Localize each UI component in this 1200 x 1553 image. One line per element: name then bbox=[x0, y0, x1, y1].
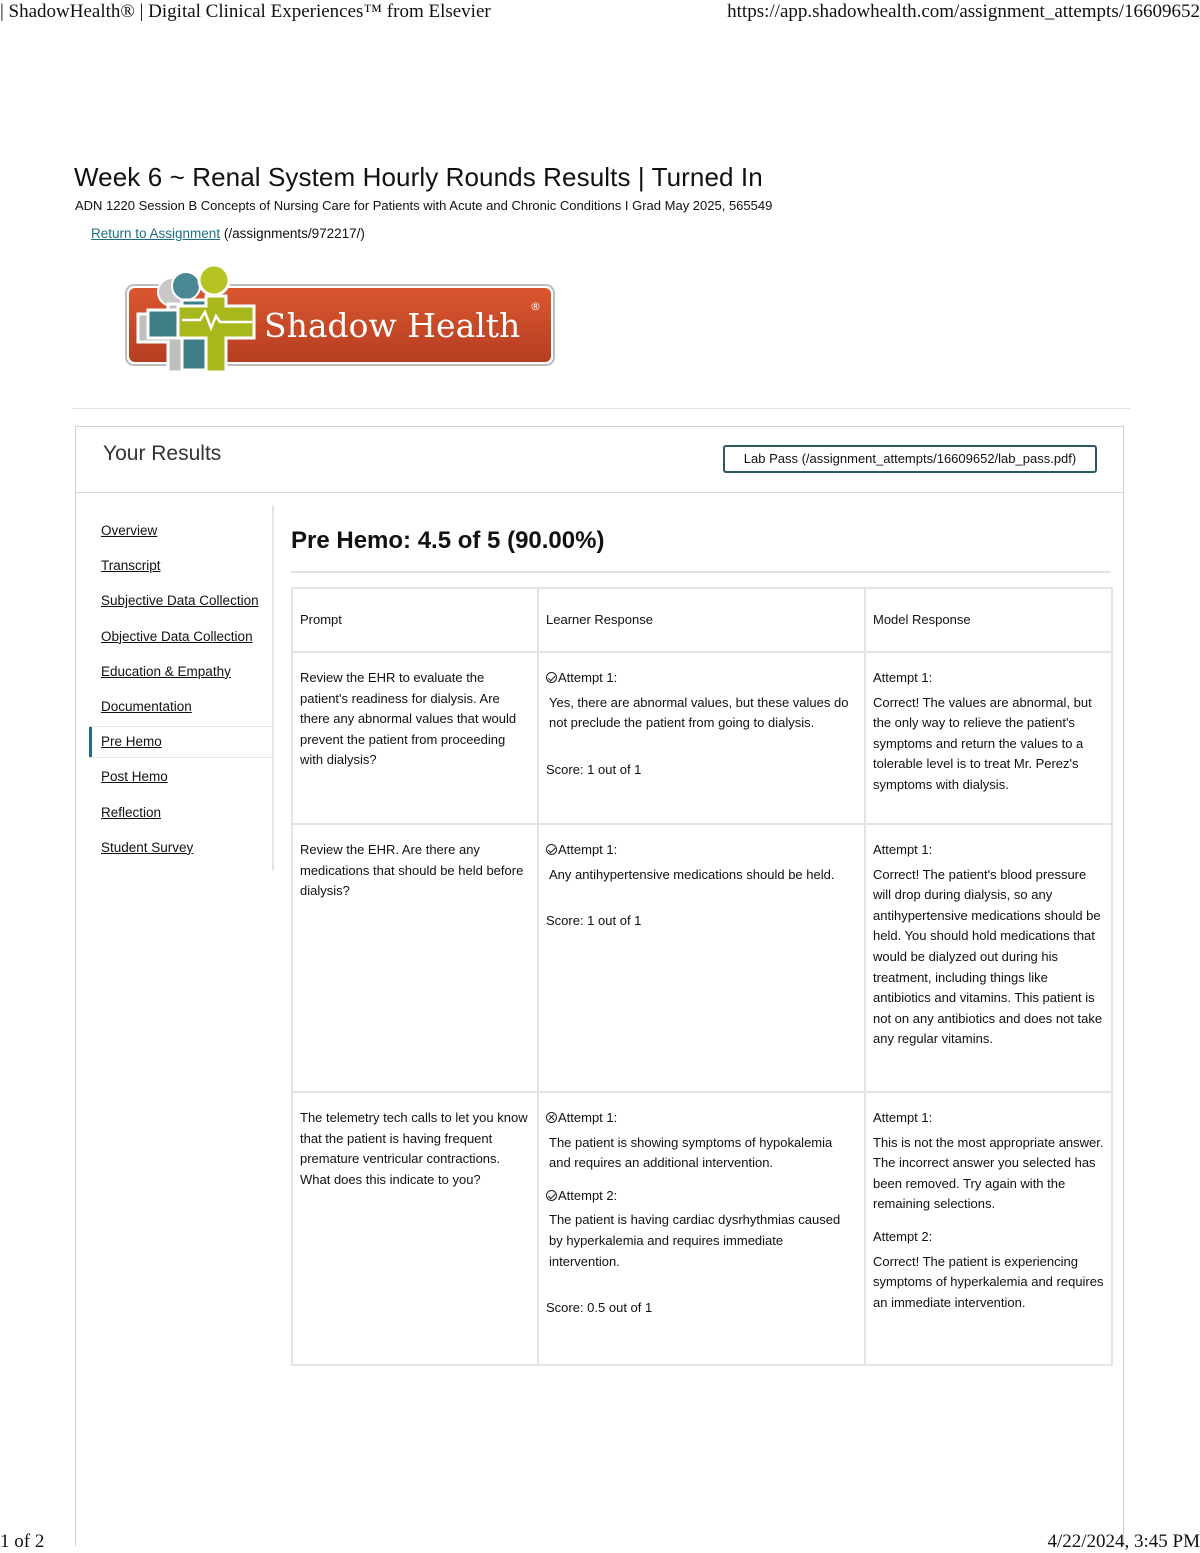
nav-link-subjective-data-collection[interactable]: Subjective Data Collection bbox=[101, 593, 259, 609]
attempt-label: Attempt 2: bbox=[873, 1228, 933, 1244]
results-header bbox=[76, 427, 1123, 493]
model-response-cell bbox=[865, 824, 1112, 1092]
section-title: Pre Hemo: 4.5 of 5 (90.00%) bbox=[291, 527, 605, 554]
learner-response-text: Any antihypertensive medications should be held. bbox=[549, 866, 835, 882]
learner-response-cell bbox=[538, 652, 865, 824]
course-subtitle: ADN 1220 Session B Concepts of Nursing Care for Patients with Acute and Chronic Conditions I Grad May 2025, 565549 bbox=[75, 198, 773, 213]
sidebar-item-student-survey bbox=[89, 822, 272, 857]
return-to-assignment-link[interactable]: Return to Assignment bbox=[91, 226, 221, 241]
attempt-label bbox=[546, 1186, 857, 1207]
nav-link-overview[interactable]: Overview bbox=[101, 523, 158, 538]
check-circle-icon bbox=[546, 1190, 557, 1201]
column-header-learner-response: Learner Response bbox=[538, 588, 865, 652]
prompt-text: Review the EHR to evaluate the patient's readiness for dialysis. Are there any abnormal values that would prevent the patient from proceeding with dialysis? bbox=[300, 670, 517, 768]
learner-response-cell bbox=[538, 1092, 865, 1365]
model-response-cell bbox=[865, 1092, 1112, 1365]
spacer bbox=[546, 1174, 857, 1186]
score-text: Score: 1 out of 1 bbox=[546, 761, 642, 777]
nav-link-reflection[interactable]: Reflection bbox=[101, 804, 162, 820]
shadow-health-logo-image bbox=[120, 262, 560, 384]
learner-response-text: The patient is having cardiac dysrhythmias caused by hyperkalemia and requires immediate intervention. bbox=[549, 1212, 841, 1269]
nav-link-post-hemo[interactable]: Post Hemo bbox=[101, 769, 168, 785]
nav-link-transcript[interactable]: Transcript bbox=[101, 558, 161, 574]
model-response-text: Correct! The patient's blood pressure will drop during dialysis, so any antihypertensive medications should be held. You should hold medications that would be dialyzed out during his treatment, including things like antibiotics and vitamins. This patient is not on any antibiotics and does not take any regular vitamins. bbox=[873, 866, 1103, 1047]
column-header-model-response: Model Response bbox=[865, 588, 1112, 652]
sidebar-item-documentation bbox=[89, 681, 272, 716]
nav-link-student-survey[interactable]: Student Survey bbox=[101, 839, 194, 855]
attempt-label: Attempt 1: bbox=[873, 842, 933, 857]
prompt-cell bbox=[292, 1092, 538, 1365]
learner-response-text: Yes, there are abnormal values, but these values do not preclude the patient from going to dialysis. bbox=[549, 694, 849, 731]
prompt-text: The telemetry tech calls to let you know that the patient is having frequent premature ventricular contractions. What does this indicate to you? bbox=[300, 1110, 528, 1187]
header-divider bbox=[72, 408, 1130, 409]
x-circle-icon bbox=[546, 1112, 557, 1123]
learner-response-cell bbox=[538, 824, 865, 1092]
section-divider bbox=[291, 571, 1111, 573]
check-circle-icon bbox=[546, 844, 557, 855]
print-header bbox=[0, 0, 1200, 24]
sidebar-item-education-empathy bbox=[89, 646, 272, 681]
print-datetime: 4/22/2024, 3:45 PM bbox=[1047, 1531, 1200, 1552]
attempt-label bbox=[546, 840, 857, 861]
attempt-label: Attempt 1: bbox=[873, 670, 933, 685]
lab-pass-button[interactable]: Lab Pass (/assignment_attempts/16609652/lab_pass.pdf) bbox=[723, 445, 1097, 473]
table-row bbox=[292, 652, 1112, 824]
page-title: Week 6 ~ Renal System Hourly Rounds Results | Turned In bbox=[74, 162, 763, 192]
table-row bbox=[292, 1092, 1112, 1365]
attempt-label-text: Attempt 2: bbox=[558, 1187, 618, 1203]
return-line bbox=[91, 226, 365, 241]
attempt-label: Attempt 1: bbox=[873, 1110, 933, 1125]
attempt-label-text: Attempt 1: bbox=[558, 842, 618, 857]
results-panel bbox=[75, 426, 1124, 1546]
nav-link-documentation[interactable]: Documentation bbox=[101, 698, 192, 714]
logo-text: Shadow Health bbox=[264, 306, 521, 345]
return-link-path: (/assignments/972217/) bbox=[220, 226, 365, 241]
sidebar-item-subjective-data-collection bbox=[89, 575, 272, 610]
sidebar-item-pre-hemo bbox=[89, 716, 272, 751]
check-circle-icon bbox=[546, 672, 557, 683]
sidebar-item-objective-data-collection bbox=[89, 611, 272, 646]
attempt-label bbox=[546, 668, 857, 689]
results-title: Your Results bbox=[103, 442, 222, 465]
model-response-text: Correct! The patient is experiencing symptoms of hyperkalemia and requires an immediate intervention. bbox=[873, 1253, 1104, 1310]
prompt-cell bbox=[292, 824, 538, 1092]
nav-link-education-empathy[interactable]: Education & Empathy bbox=[101, 663, 231, 679]
table-header-row bbox=[292, 588, 1112, 652]
learner-response-text: The patient is showing symptoms of hypokalemia and requires an additional intervention. bbox=[549, 1134, 833, 1171]
model-response-text: This is not the most appropriate answer. The incorrect answer you selected has been removed. Try again with the remaining selections. bbox=[873, 1134, 1104, 1212]
print-header-title: | ShadowHealth® | Digital Clinical Experiences™ from Elsevier bbox=[0, 1, 491, 22]
shadow-health-logo bbox=[120, 262, 560, 384]
sidebar-item-transcript bbox=[89, 540, 272, 575]
prompt-text: Review the EHR. Are there any medications that should be held before dialysis? bbox=[300, 842, 524, 899]
print-footer bbox=[0, 1531, 1200, 1553]
sidebar-item-post-hemo bbox=[89, 751, 272, 786]
results-table bbox=[291, 587, 1113, 1366]
nav-link-pre-hemo[interactable]: Pre Hemo bbox=[101, 734, 162, 750]
attempt-label-text: Attempt 1: bbox=[558, 1110, 618, 1125]
model-response-cell bbox=[865, 652, 1112, 824]
score-text: Score: 1 out of 1 bbox=[546, 913, 642, 929]
results-sidebar-nav bbox=[89, 505, 274, 871]
print-header-url: https://app.shadowhealth.com/assignment_attempts/16609652 bbox=[727, 1, 1200, 22]
score-text: Score: 0.5 out of 1 bbox=[546, 1300, 653, 1316]
attempt-label bbox=[546, 1108, 857, 1129]
table-row bbox=[292, 824, 1112, 1092]
nav-link-objective-data-collection[interactable]: Objective Data Collection bbox=[101, 628, 253, 644]
logo-registered-mark: ® bbox=[530, 300, 541, 313]
page-number: 1 of 2 bbox=[0, 1531, 45, 1552]
model-response-text: Correct! The values are abnormal, but the only way to relieve the patient's symptoms and return the values to a tolerable level is to treat Mr. Perez's symptoms with dialysis. bbox=[873, 694, 1092, 792]
attempt-label-text: Attempt 1: bbox=[558, 670, 618, 685]
sidebar-item-overview bbox=[89, 505, 272, 540]
spacer bbox=[873, 1215, 1104, 1227]
sidebar-item-reflection bbox=[89, 787, 272, 822]
column-header-prompt: Prompt bbox=[292, 588, 538, 652]
prompt-cell bbox=[292, 652, 538, 824]
